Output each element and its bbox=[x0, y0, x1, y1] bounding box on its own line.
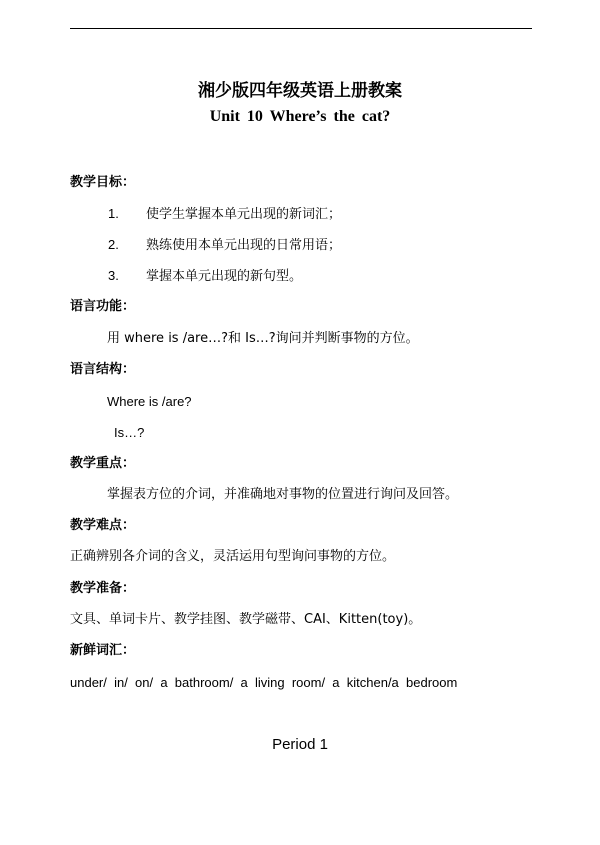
preparation-heading: 教学准备： bbox=[70, 581, 136, 596]
objective-number: 1. bbox=[108, 206, 119, 221]
objective-item-1 bbox=[108, 205, 341, 224]
preparation-text: 文具、单词卡片、教学挂图、教学磁带、CAI、Kitten(toy)。 bbox=[70, 612, 422, 627]
objective-text: 掌握本单元出现的新句型。 bbox=[146, 269, 303, 284]
period-heading: Period 1 bbox=[272, 736, 328, 753]
objective-item-2 bbox=[108, 236, 341, 255]
document-subtitle: Unit 10 Where’s the cat? bbox=[209, 108, 391, 125]
objectives-heading: 教学目标： bbox=[70, 175, 136, 190]
vocabulary-text: under/ in/ on/ a bathroom/ a living room/ a kitchen/a bedroom bbox=[70, 675, 458, 690]
objective-number: 2. bbox=[108, 237, 119, 252]
language-structure-line-2: Is…? bbox=[114, 425, 145, 440]
difficulties-heading: 教学难点： bbox=[70, 518, 136, 533]
language-function-text: 用 where is /are…?和 Is…?询问并判断事物的方位。 bbox=[107, 331, 419, 346]
difficulties-text: 正确辨别各介词的含义，灵活运用句型询问事物的方位。 bbox=[70, 549, 396, 564]
objective-text: 使学生掌握本单元出现的新词汇； bbox=[146, 207, 342, 222]
key-points-heading: 教学重点： bbox=[70, 456, 136, 471]
language-structure-heading: 语言结构： bbox=[70, 362, 136, 377]
vocabulary-heading: 新鲜词汇： bbox=[70, 643, 136, 658]
key-points-text: 掌握表方位的介词，并准确地对事物的位置进行询问及回答。 bbox=[107, 487, 459, 502]
language-structure-line-1: Where is /are? bbox=[107, 394, 192, 409]
document-title: 湘少版四年级英语上册教案 bbox=[198, 81, 402, 101]
objective-text: 熟练使用本单元出现的日常用语； bbox=[146, 238, 342, 253]
objective-number: 3. bbox=[108, 268, 119, 283]
header-rule bbox=[70, 28, 532, 29]
objective-item-3 bbox=[108, 267, 302, 286]
language-function-heading: 语言功能： bbox=[70, 299, 136, 314]
